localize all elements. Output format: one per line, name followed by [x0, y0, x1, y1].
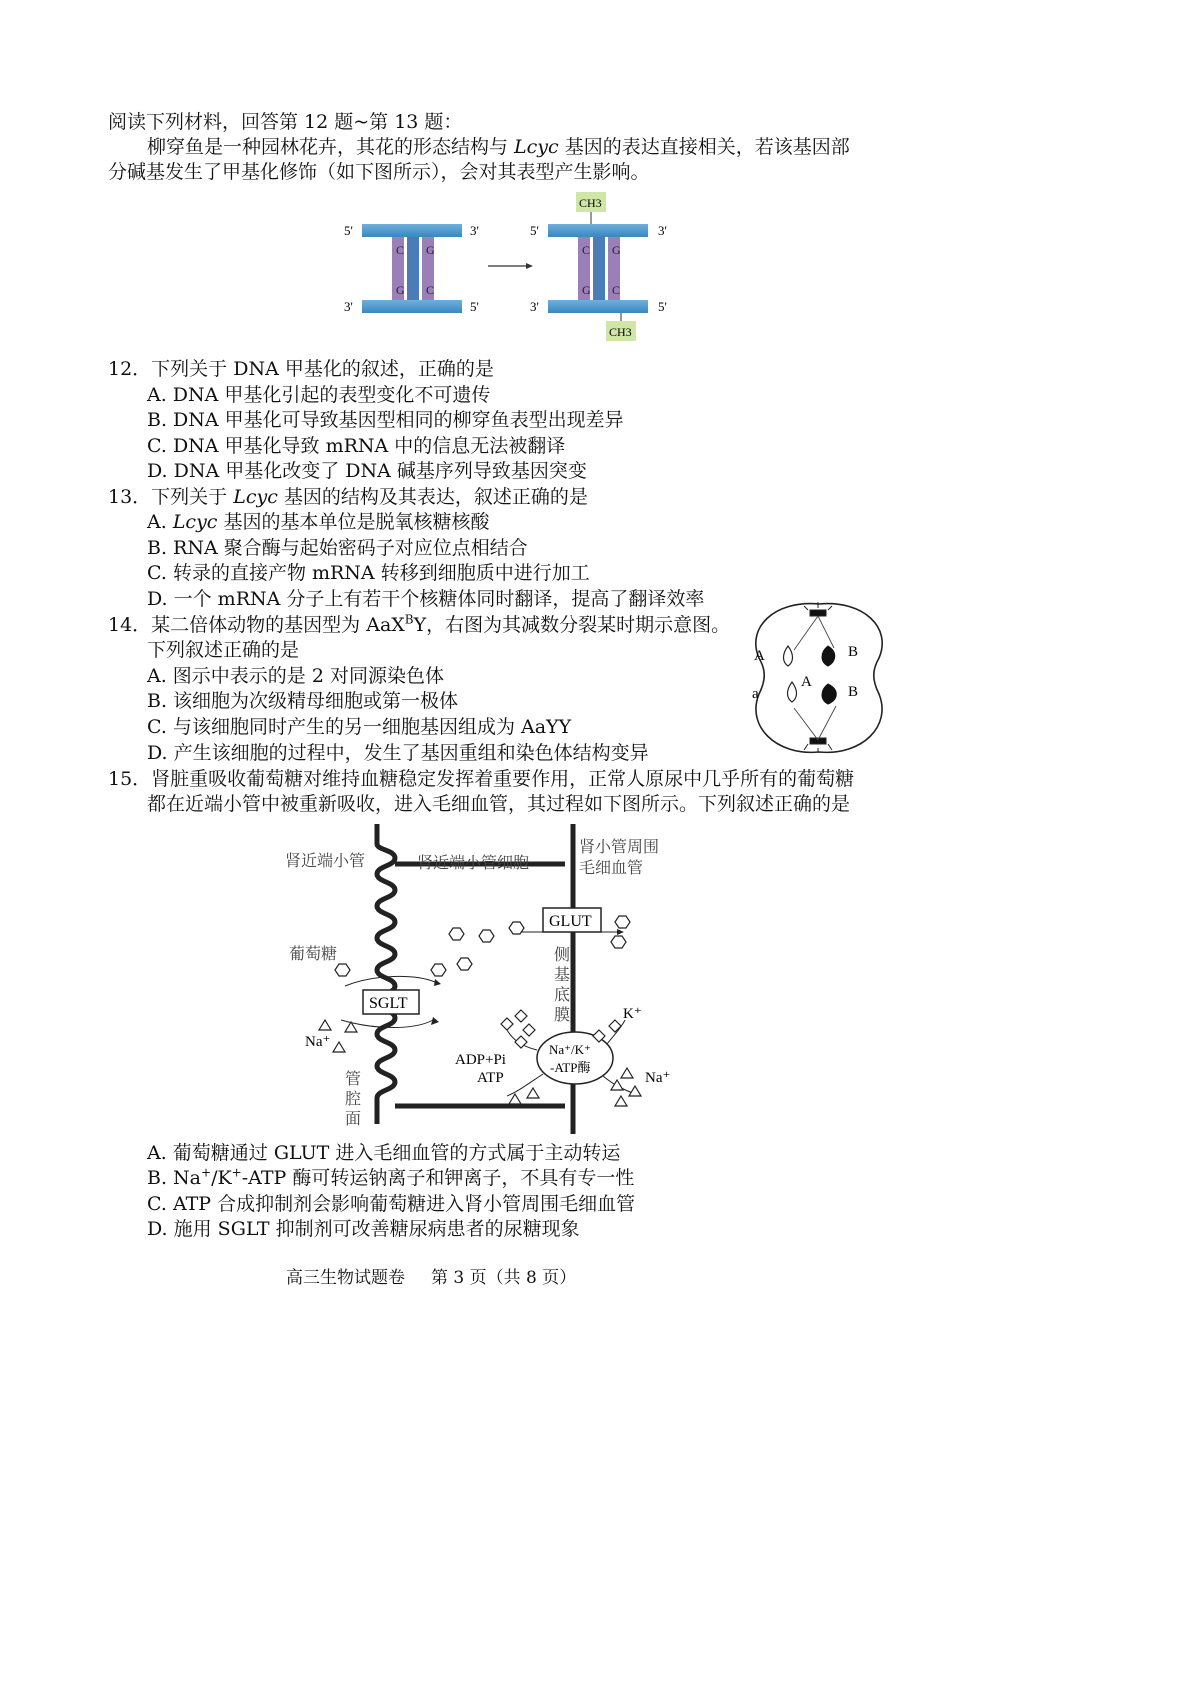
svg-text:侧: 侧 [554, 947, 571, 964]
lower-centrosome [804, 738, 832, 752]
glut-transporter [513, 908, 624, 935]
svg-text:C: C [426, 283, 435, 297]
q13-option-a[interactable]: A. Lcyc 基因的基本单位是脱氧核糖核酸 [147, 511, 490, 533]
q14-option-b[interactable]: B. 该细胞为次级精母细胞或第一极体 [147, 690, 459, 712]
svg-text:毛细血管: 毛细血管 [579, 860, 644, 877]
q15-stem-1: 15．肾脏重吸收葡萄糖对维持血糖稳定发挥着重要作用，正常人原尿中几乎所有的葡萄糖 [108, 768, 855, 790]
q14-stem-2: 下列叙述正确的是 [147, 639, 300, 661]
svg-text:管: 管 [345, 1071, 362, 1088]
intro-line-2: 柳穿鱼是一种园林花卉，其花的形态结构与 Lcyc 基因的表达直接相关，若该基因部 [147, 136, 850, 158]
dna-methylation-figure [330, 188, 710, 348]
q13-stem: 13．下列关于 Lcyc 基因的结构及其表达，叙述正确的是 [108, 486, 588, 508]
svg-text:C: C [582, 243, 591, 257]
q13-option-b[interactable]: B. RNA 聚合酶与起始密码子对应位点相结合 [147, 537, 528, 559]
svg-text:5': 5' [530, 223, 539, 238]
svg-text:A: A [801, 674, 812, 690]
intro-line-3: 分碱基发生了甲基化修饰（如下图所示），会对其表型产生影响。 [108, 161, 650, 183]
q12-option-c[interactable]: C. DNA 甲基化导致 mRNA 中的信息无法被翻译 [147, 435, 566, 457]
kidney-reabsorption-figure [285, 824, 705, 1139]
svg-text:B: B [848, 684, 859, 700]
svg-text:ADP+Pi: ADP+Pi [455, 1052, 506, 1068]
intro-line-1: 阅读下列材料，回答第 12 题~第 13 题： [108, 111, 463, 133]
svg-text:5': 5' [470, 299, 479, 314]
svg-text:G: G [612, 243, 621, 257]
q14-option-d[interactable]: D. 产生该细胞的过程中，发生了基因重组和染色体结构变异 [147, 742, 649, 764]
svg-text:3': 3' [470, 223, 479, 238]
q12-option-a[interactable]: A. DNA 甲基化引起的表型变化不可遗传 [147, 384, 491, 406]
q14-option-c[interactable]: C. 与该细胞同时产生的另一细胞基因组成为 AaYY [147, 716, 572, 738]
svg-text:腔: 腔 [345, 1091, 362, 1108]
svg-text:a: a [752, 686, 759, 702]
dna-unmethylated [344, 223, 479, 314]
svg-text:膜: 膜 [554, 1007, 571, 1024]
q15-stem-2: 都在近端小管中被重新吸收，进入毛细血管，其过程如下图所示。下列叙述正确的是 [147, 793, 851, 815]
q15-option-a[interactable]: A. 葡萄糖通过 GLUT 进入毛细血管的方式属于主动转运 [147, 1142, 621, 1164]
q14-stem: 14．某二倍体动物的基因型为 AaX$^B$Y，右图为其减数分裂某时期示意图。 [108, 612, 731, 636]
sglt-transporter [341, 976, 441, 1027]
svg-text:Na⁺: Na⁺ [645, 1070, 671, 1086]
svg-text:面: 面 [345, 1111, 362, 1128]
q15-option-c[interactable]: C. ATP 合成抑制剂会影响葡萄糖进入肾小管周围毛细血管 [147, 1193, 636, 1215]
svg-text:CH3: CH3 [579, 196, 602, 210]
svg-text:-ATP酶: -ATP酶 [550, 1060, 591, 1075]
svg-text:肾小管周围: 肾小管周围 [579, 839, 660, 856]
svg-text:基: 基 [554, 967, 571, 984]
svg-text:3': 3' [344, 299, 353, 314]
chromosome-b-lower [822, 684, 836, 704]
svg-text:5': 5' [344, 223, 353, 238]
q12-option-d[interactable]: D. DNA 甲基化改变了 DNA 碱基序列导致基因突变 [147, 460, 587, 482]
svg-text:A: A [754, 648, 765, 664]
svg-text:肾近端小管细胞: 肾近端小管细胞 [417, 855, 530, 872]
svg-text:3': 3' [530, 299, 539, 314]
svg-text:葡萄糖: 葡萄糖 [289, 946, 338, 963]
svg-text:G: G [396, 283, 405, 297]
svg-text:SGLT: SGLT [369, 995, 408, 1012]
q15-option-d[interactable]: D. 施用 SGLT 抑制剂可改善糖尿病患者的尿糖现象 [147, 1218, 580, 1240]
svg-text:ATP: ATP [477, 1070, 504, 1086]
svg-text:底: 底 [554, 987, 571, 1004]
apical-membrane [377, 824, 395, 1124]
svg-text:5': 5' [658, 299, 667, 314]
q13-option-c[interactable]: C. 转录的直接产物 mRNA 转移到细胞质中进行加工 [147, 562, 590, 584]
svg-text:G: G [582, 283, 591, 297]
q12-stem: 12．下列关于 DNA 甲基化的叙述，正确的是 [108, 358, 494, 380]
svg-text:肾近端小管: 肾近端小管 [285, 853, 366, 870]
svg-text:K⁺: K⁺ [623, 1006, 642, 1022]
cell-membrane [756, 604, 882, 753]
svg-text:G: G [426, 243, 435, 257]
chromosome-a-upper [784, 646, 793, 666]
svg-text:Na⁺/K⁺: Na⁺/K⁺ [549, 1042, 591, 1057]
chromosome-b-upper [822, 646, 835, 666]
footer-page-number: 第 3 页（共 8 页） [431, 1268, 577, 1288]
q13-option-d[interactable]: D. 一个 mRNA 分子上有若干个核糖体同时翻译，提高了翻译效率 [147, 588, 705, 610]
q15-option-b[interactable]: B. Na+/K+-ATP 酶可转运钠离子和钾离子，不具有专一性 [147, 1165, 635, 1189]
svg-text:C: C [612, 283, 621, 297]
chromosome-a-lower [788, 682, 797, 702]
svg-text:CH3: CH3 [609, 325, 632, 339]
svg-text:Na⁺: Na⁺ [305, 1034, 331, 1050]
q12-option-b[interactable]: B. DNA 甲基化可导致基因型相同的柳穿鱼表型出现差异 [147, 409, 624, 431]
svg-text:GLUT: GLUT [549, 913, 592, 930]
svg-text:C: C [396, 243, 405, 257]
footer-title: 高三生物试题卷 [286, 1268, 405, 1288]
svg-text:3': 3' [658, 223, 667, 238]
q14-option-a[interactable]: A. 图示中表示的是 2 对同源染色体 [147, 665, 444, 687]
meiosis-cell-figure [744, 598, 894, 758]
dna-methylated [530, 192, 667, 341]
page-footer [286, 1266, 576, 1290]
gene-name: Lcyc [514, 136, 559, 158]
svg-text:B: B [848, 644, 859, 660]
